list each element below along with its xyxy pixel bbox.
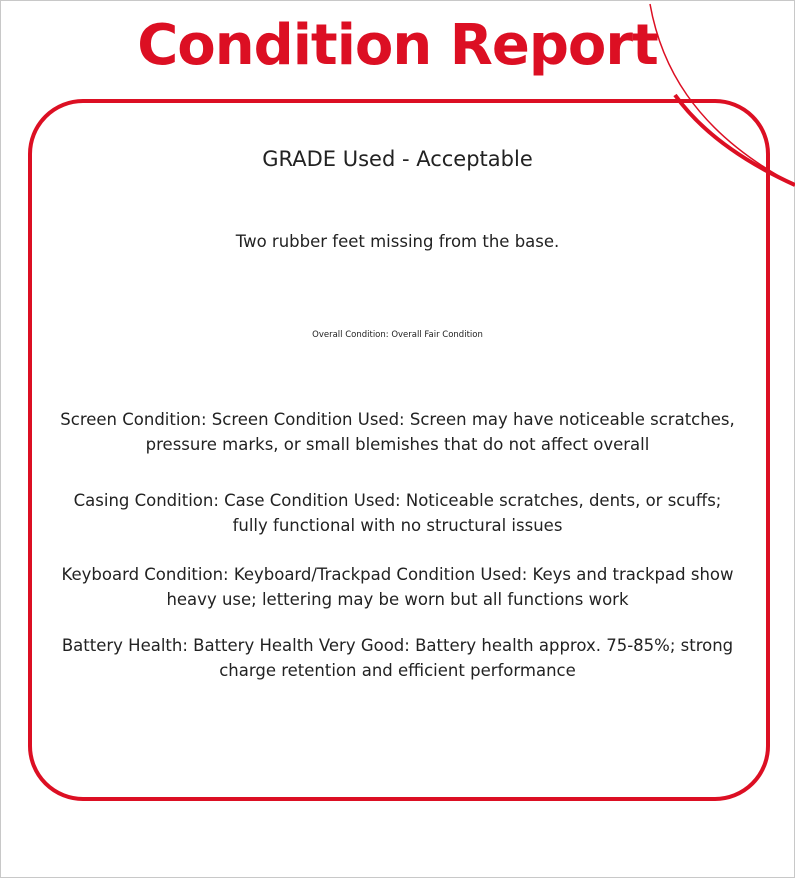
keyboard-condition: Keyboard Condition: Keyboard/Trackpad Condition Used: Keys and trackpad show heavy use; lettering may be worn but all functions work bbox=[61, 565, 734, 609]
grade-heading: GRADE Used - Acceptable bbox=[262, 147, 533, 171]
battery-health: Battery Health: Battery Health Very Good: Battery health approx. 75-85%; strong charge retention and efficient performance bbox=[61, 636, 734, 680]
condition-note: Two rubber feet missing from the base. bbox=[235, 232, 560, 251]
casing-condition: Casing Condition: Case Condition Used: Noticeable scratches, dents, or scuffs; fully functional with no structural issues bbox=[73, 491, 722, 535]
report-title: Condition Report bbox=[137, 13, 658, 78]
screen-condition: Screen Condition: Screen Condition Used: Screen may have noticeable scratches, pressure marks, or small blemishes that do not affect overall bbox=[60, 410, 735, 454]
overall-condition: Overall Condition: Overall Fair Condition bbox=[312, 330, 483, 340]
